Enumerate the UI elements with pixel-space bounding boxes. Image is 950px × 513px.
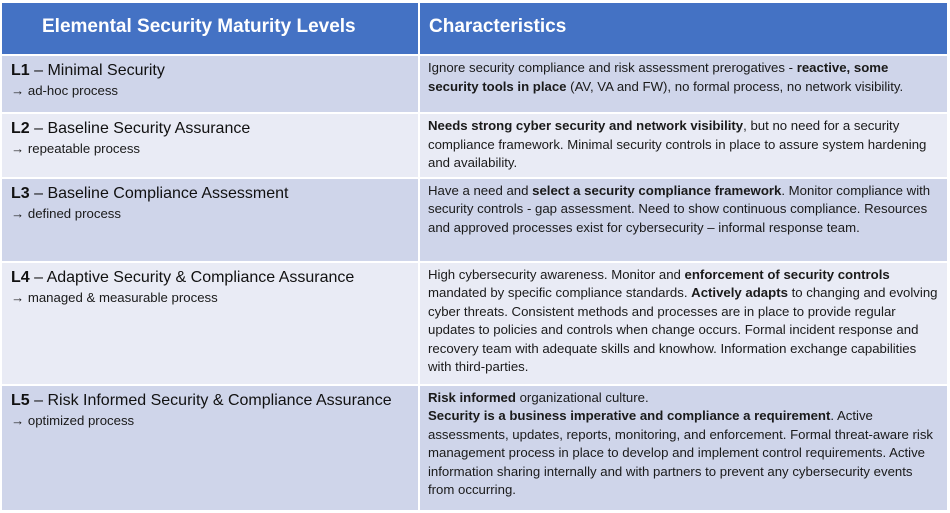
description-text: . Active assessments, updates, reports, monitoring, and enforcement. Formal threat-aware risk management process in place to develop and implement control requirements. Active information sharing internally and with partners to prevent any cybersecurity events from occurring. bbox=[428, 408, 934, 497]
emphasis-text: select a security compliance framework bbox=[532, 182, 782, 198]
level-name: – Adaptive Security & Compliance Assurance bbox=[29, 268, 355, 286]
process-label: ad-hoc process bbox=[27, 83, 119, 98]
level-title bbox=[11, 390, 414, 411]
process-label: optimized process bbox=[27, 412, 135, 428]
table-row bbox=[2, 178, 947, 262]
emphasis-text: Risk informed bbox=[428, 389, 516, 405]
level-name: – Minimal Security bbox=[29, 62, 165, 79]
level-name: – Baseline Compliance Assessment bbox=[29, 184, 289, 202]
emphasis-text: Security is a business imperative and compliance a requirement bbox=[428, 408, 831, 423]
arrow-right-icon: → bbox=[11, 141, 25, 156]
emphasis-text: enforcement of security controls bbox=[684, 266, 890, 282]
process-label: managed & measurable process bbox=[27, 289, 218, 305]
description-text: (AV, VA and FW), no formal process, no network visibility. bbox=[566, 78, 904, 94]
level-cell bbox=[2, 113, 419, 178]
level-name: – Baseline Security Assurance bbox=[29, 120, 251, 137]
description-text: to changing and evolving cyber threats. Consistent methods and processes are in place to provide regular updates to policies and controls when change occurs. Formal incident response and recovery team with adequate skills and knowhow. Information exchange capabilities with third-parties. bbox=[428, 285, 938, 374]
description-text: . Monitor compliance with security controls - gap assessment. Need to show continuous compliance. Resources and approved processes exist for cybersecurity – informal response team. bbox=[428, 182, 931, 235]
arrow-right-icon: → bbox=[11, 289, 25, 305]
level-title bbox=[11, 118, 414, 139]
description-text: organizational culture. bbox=[515, 389, 649, 405]
table-row bbox=[2, 55, 947, 113]
level-title bbox=[11, 183, 414, 204]
level-title bbox=[11, 267, 414, 288]
level-code: L1 bbox=[11, 62, 30, 79]
level-code: L5 bbox=[11, 391, 30, 409]
characteristics-cell bbox=[419, 113, 947, 178]
level-code: L4 bbox=[11, 268, 30, 286]
description-text: Ignore security compliance and risk assessment prerogatives - bbox=[428, 60, 797, 75]
description-text: High cybersecurity awareness. Monitor and bbox=[428, 266, 685, 282]
table-row bbox=[2, 262, 947, 385]
header-levels: Elemental Security Maturity Levels bbox=[2, 3, 419, 55]
level-code: L3 bbox=[11, 184, 30, 202]
emphasis-text: Needs strong cyber security and network visibility bbox=[428, 118, 744, 133]
emphasis-text: reactive, some security tools in place bbox=[428, 60, 889, 94]
characteristics-cell bbox=[419, 178, 947, 262]
table-row bbox=[2, 385, 947, 510]
level-cell bbox=[2, 385, 419, 510]
level-name: – Risk Informed Security & Compliance Assurance bbox=[29, 391, 392, 409]
description-text: mandated by specific compliance standards. bbox=[428, 285, 692, 300]
level-cell bbox=[2, 55, 419, 113]
level-process bbox=[11, 288, 414, 308]
level-title bbox=[11, 60, 414, 81]
header-characteristics: Characteristics bbox=[419, 3, 947, 55]
characteristics-cell bbox=[419, 55, 947, 113]
description-text: Have a need and bbox=[428, 182, 533, 198]
description-text: , but no need for a security compliance framework. Minimal security controls in place to assure system hardening and availability. bbox=[428, 118, 927, 170]
maturity-table bbox=[2, 3, 947, 510]
level-cell bbox=[2, 178, 419, 262]
level-process bbox=[11, 204, 414, 224]
maturity-levels-table bbox=[2, 3, 947, 510]
level-code: L2 bbox=[11, 120, 30, 137]
table-row bbox=[2, 113, 947, 178]
level-process bbox=[11, 139, 414, 159]
table-header-row bbox=[2, 3, 947, 55]
emphasis-text: Actively adapts bbox=[691, 285, 788, 300]
arrow-right-icon: → bbox=[11, 205, 25, 221]
level-process bbox=[11, 81, 414, 101]
process-label: repeatable process bbox=[27, 141, 141, 156]
level-process bbox=[11, 411, 414, 431]
characteristics-cell bbox=[419, 385, 947, 510]
arrow-right-icon: → bbox=[11, 412, 25, 428]
arrow-right-icon: → bbox=[11, 83, 25, 98]
process-label: defined process bbox=[27, 205, 121, 221]
level-cell bbox=[2, 262, 419, 385]
characteristics-cell bbox=[419, 262, 947, 385]
